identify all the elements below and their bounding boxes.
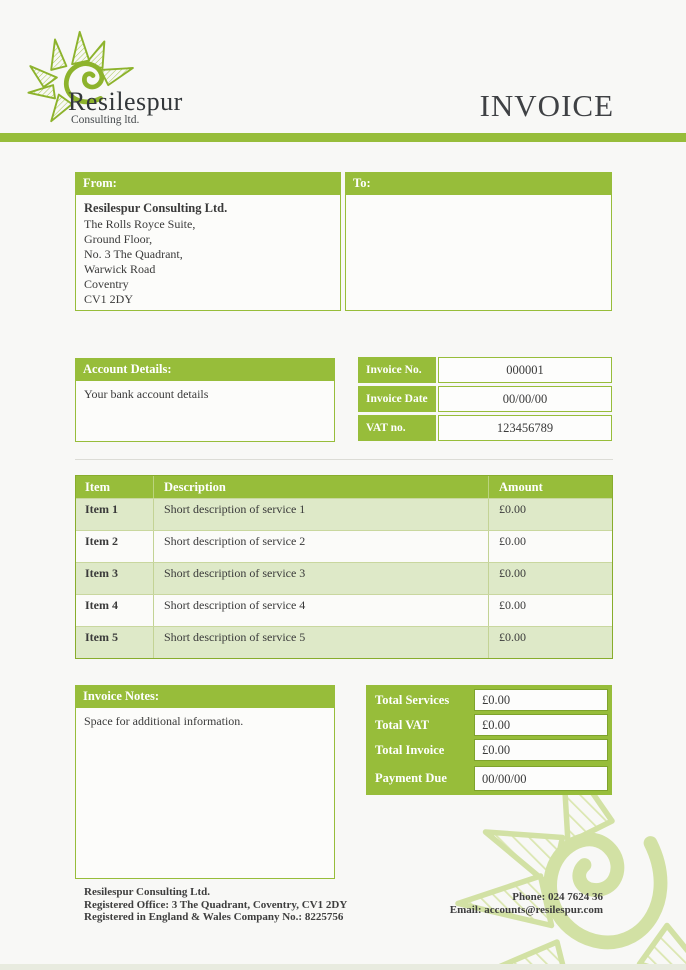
footer-phone: Phone: 024 7624 36 [512,891,603,903]
item-cell: Item 4 [85,598,118,612]
vat-number-row [358,415,612,441]
to-label: To: [345,172,612,194]
footer-company-name: Resilespur Consulting Ltd. [84,886,211,898]
page-title: INVOICE [479,88,614,123]
brand-name: Resilespur [68,87,183,116]
invoice-date-value: 00/00/00 [438,386,612,412]
items-table-top-rule [75,459,613,460]
payment-due-value: 00/00/00 [474,766,608,791]
footer-email: Email: accounts@resilespur.com [449,903,603,916]
footer-contact-info [450,891,603,916]
amount-cell: £0.00 [488,595,612,626]
description-cell: Short description of service 4 [153,595,488,626]
item-cell: Item 2 [85,534,118,548]
table-row [76,594,612,626]
from-address-line: No. 3 The Quadrant, [84,247,183,261]
payment-due-row [370,766,608,791]
invoice-notes-section [75,685,335,879]
amount-cell: £0.00 [488,499,612,530]
amount-cell: £0.00 [488,531,612,562]
item-cell: Item 3 [85,566,118,580]
from-address [75,194,341,311]
from-address-line: The Rolls Royce Suite, [84,217,196,231]
from-address-line: CV1 2DY [84,292,134,306]
account-details-label: Account Details: [75,358,335,380]
invoice-number-value: 000001 [438,357,612,383]
invoice-number-row [358,357,612,383]
total-invoice-row [370,739,608,761]
account-details-section [75,358,335,442]
invoice-number-label: Invoice No. [358,357,436,383]
description-cell: Short description of service 2 [153,531,488,562]
total-vat-value: £0.00 [474,714,608,736]
from-address-line: Ground Floor, [84,232,153,246]
from-address-line: Warwick Road [84,262,156,276]
from-section [75,172,341,311]
footer-company-info [84,886,347,924]
invoice-meta-table [358,357,612,444]
invoice-date-row [358,386,612,412]
amount-cell: £0.00 [488,627,612,658]
invoice-notes-value: Space for additional information. [75,707,335,879]
item-cell: Item 1 [85,502,118,516]
item-cell: Item 5 [85,630,118,644]
column-header-item: Item [85,480,110,494]
total-vat-label: Total VAT [375,718,430,732]
column-header-amount: Amount [488,476,612,498]
brand-subtitle: Consulting ltd. [71,114,140,126]
total-invoice-label: Total Invoice [375,743,445,757]
account-details-value: Your bank account details [75,380,335,442]
amount-cell: £0.00 [488,563,612,594]
invoice-date-label: Invoice Date [358,386,436,412]
description-cell: Short description of service 5 [153,627,488,658]
to-address-empty [345,194,612,311]
description-cell: Short description of service 1 [153,499,488,530]
column-header-description: Description [153,476,488,498]
invoice-notes-label: Invoice Notes: [75,685,335,707]
total-services-value: £0.00 [474,689,608,711]
from-address-line: Coventry [84,277,129,291]
to-section [345,172,612,311]
totals-table [366,685,612,795]
bottom-edge-strip [0,964,686,970]
from-label: From: [75,172,341,194]
table-row [76,530,612,562]
description-cell: Short description of service 3 [153,563,488,594]
total-vat-row [370,714,608,736]
payment-due-label: Payment Due [375,771,447,785]
total-invoice-value: £0.00 [474,739,608,761]
total-services-row [370,689,608,711]
items-table-header [76,476,612,498]
table-row [76,498,612,530]
footer-company-number: Registered in England & Wales Company No.: 8225756 [84,911,344,923]
table-row [76,562,612,594]
vat-number-label: VAT no. [358,415,436,441]
from-company: Resilespur Consulting Ltd. [84,201,228,215]
table-row [76,626,612,658]
header-divider-bar [0,133,686,142]
items-table [75,475,613,659]
total-services-label: Total Services [375,693,450,707]
vat-number-value: 123456789 [438,415,612,441]
footer-registered-office: Registered Office: 3 The Quadrant, Coventry, CV1 2DY [84,898,348,911]
